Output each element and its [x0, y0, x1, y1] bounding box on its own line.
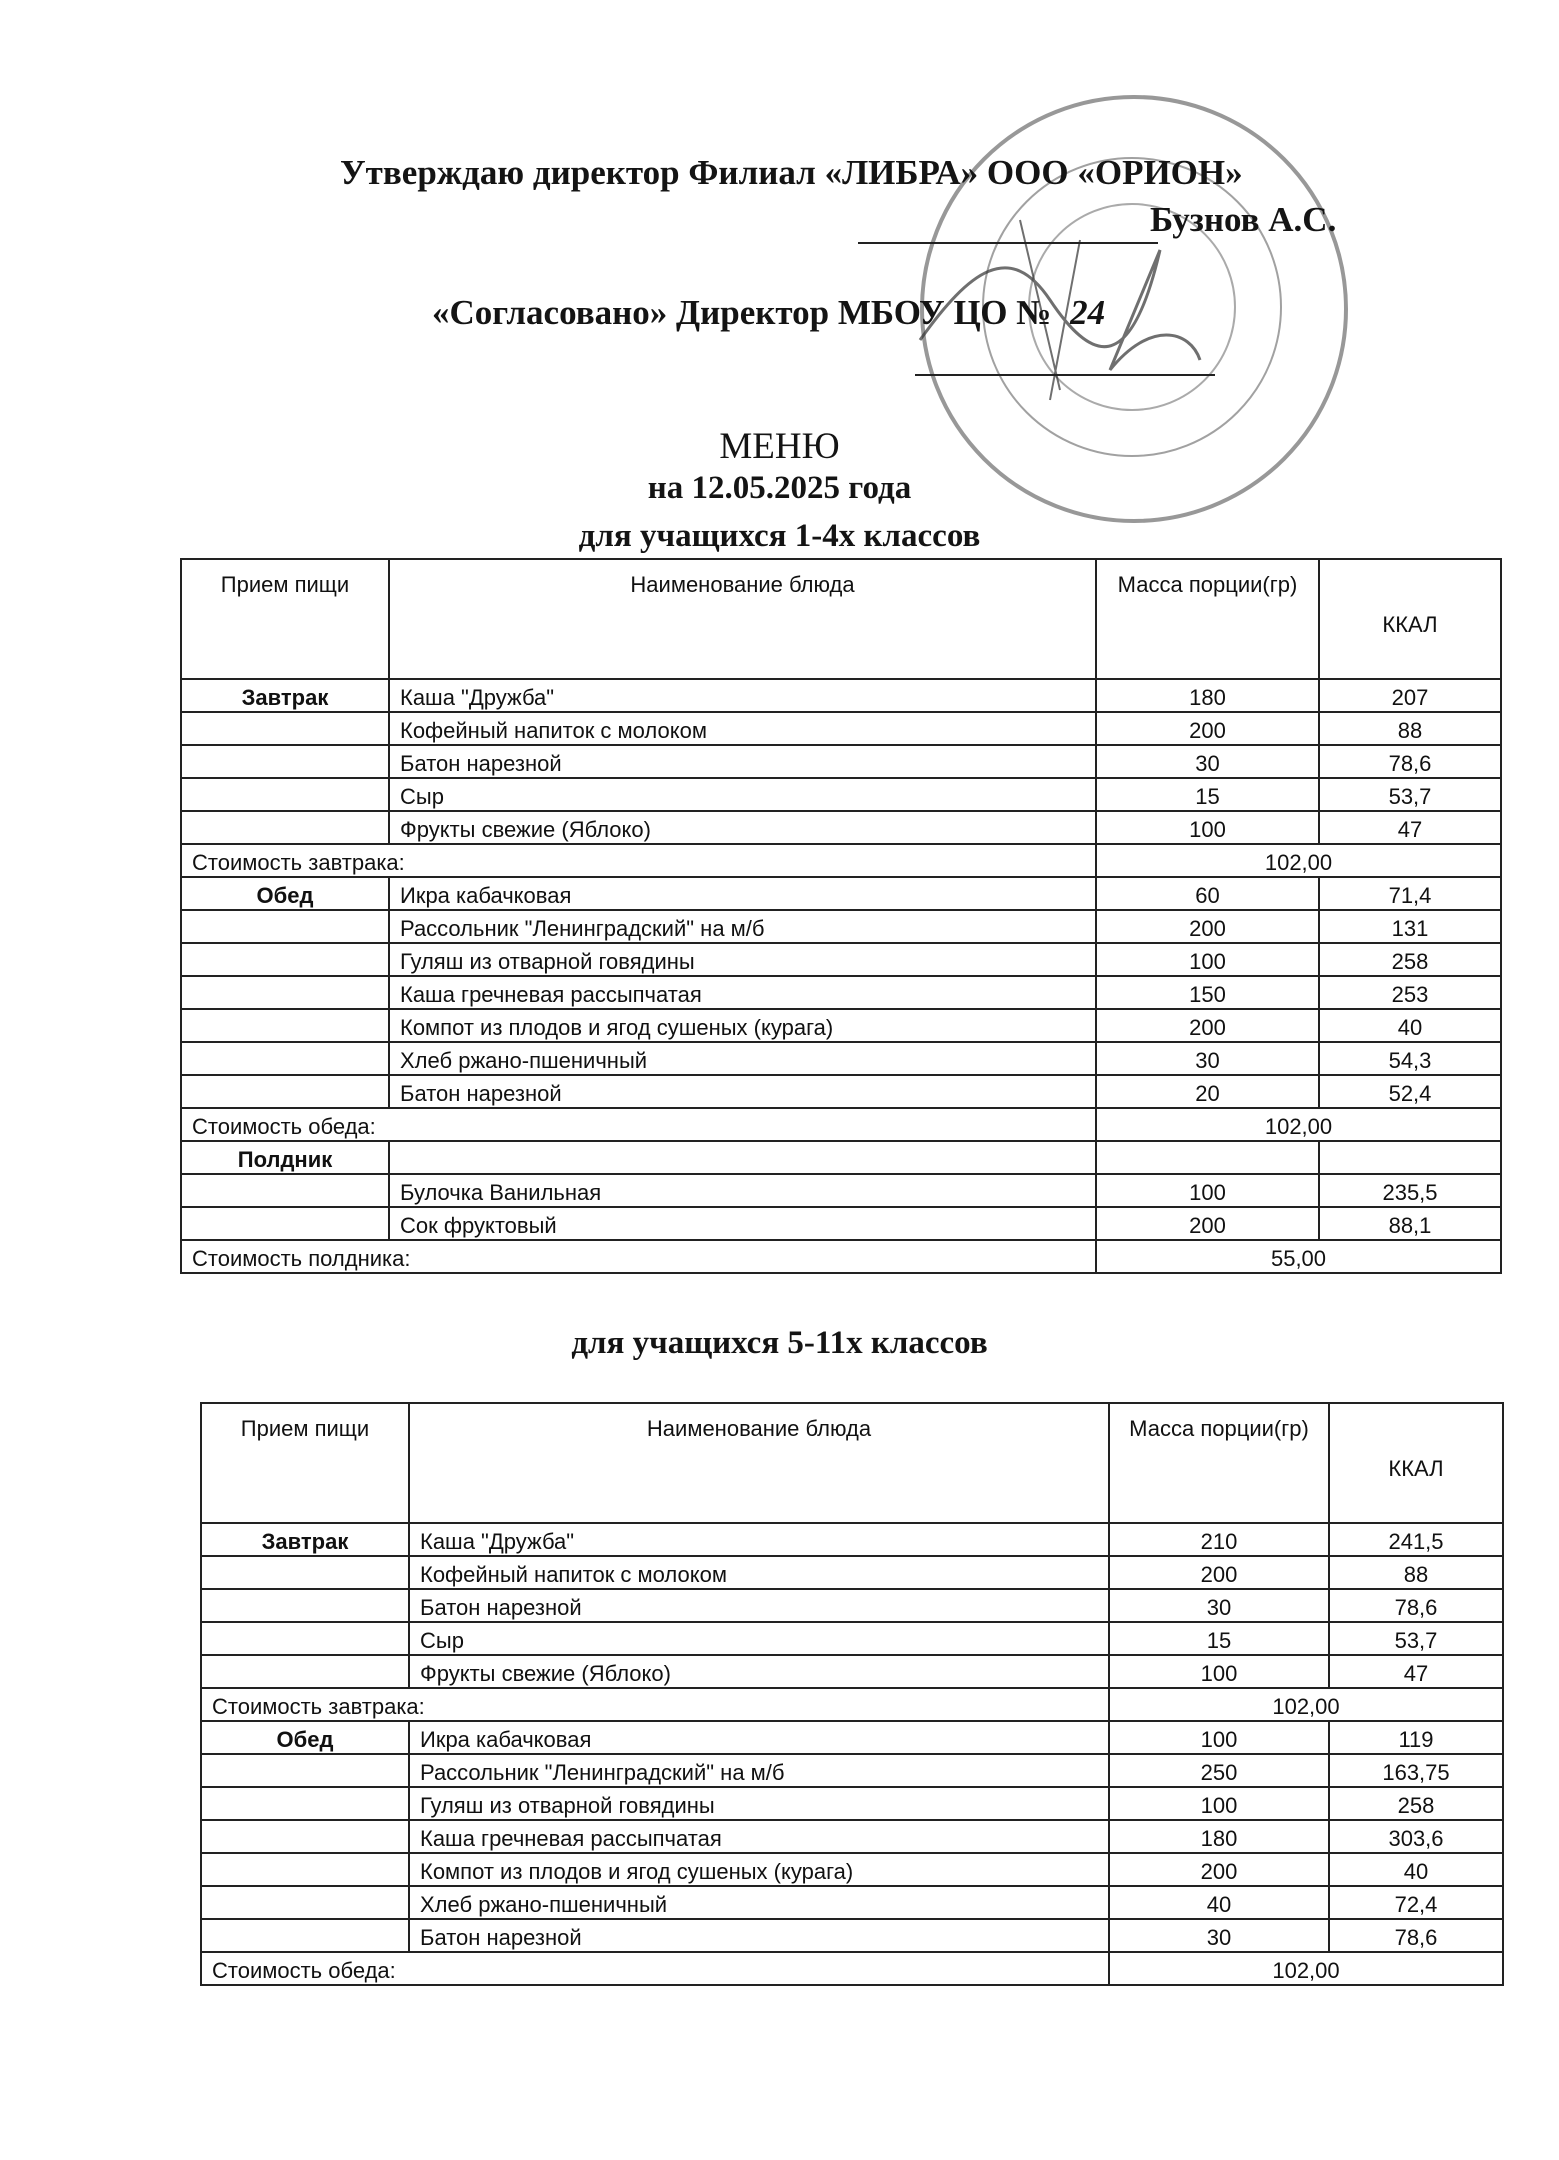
agreed-number: 24 [1070, 293, 1106, 332]
cost-value: 102,00 [1109, 1688, 1503, 1721]
table-row: Завтрак Каша "Дружба" 180 207 [181, 679, 1501, 712]
cost-row [181, 1108, 1501, 1141]
meal-lunch: Обед [201, 1721, 409, 1754]
approver-signature-line [858, 242, 1158, 244]
meal-breakfast: Завтрак [181, 679, 389, 712]
table-row: Кофейный напиток с молоком 200 88 [201, 1556, 1503, 1589]
meal-breakfast: Завтрак [201, 1523, 409, 1556]
table-row: Каша гречневая рассыпчатая 150 253 [181, 976, 1501, 1009]
group2-title: для учащихся 5-11х классов [571, 1325, 988, 1361]
table-row: Булочка Ванильная 100 235,5 [181, 1174, 1501, 1207]
table-row: Гуляш из отварной говядины 100 258 [201, 1787, 1503, 1820]
cost-value: 102,00 [1096, 1108, 1501, 1141]
table-row: Сок фруктовый 200 88,1 [181, 1207, 1501, 1240]
cost-label: Стоимость обеда: [201, 1952, 1109, 1985]
table-row: Каша гречневая рассыпчатая 180 303,6 [201, 1820, 1503, 1853]
col-meal: Прием пищи [201, 1403, 409, 1523]
table-row: Обед Икра кабачковая 60 71,4 [181, 877, 1501, 910]
cost-row [201, 1688, 1503, 1721]
cost-value: 102,00 [1109, 1952, 1503, 1985]
meal-snack: Полдник [181, 1141, 389, 1174]
col-mass: Масса порции(гр) [1096, 559, 1319, 679]
table-row: Батон нарезной 20 52,4 [181, 1075, 1501, 1108]
agreed-text: «Согласовано» Директор МБОУ ЦО № [432, 293, 1052, 332]
table-row: Фрукты свежие (Яблоко) 100 47 [201, 1655, 1503, 1688]
table-row: Рассольник "Ленинградский" на м/б 250 163,75 [201, 1754, 1503, 1787]
table-row: Фрукты свежие (Яблоко) 100 47 [181, 811, 1501, 844]
col-kcal: ККАЛ [1329, 1403, 1503, 1523]
table-row: Батон нарезной 30 78,6 [201, 1589, 1503, 1622]
cost-row [181, 1240, 1501, 1273]
cost-value: 102,00 [1096, 844, 1501, 877]
cost-label: Стоимость завтрака: [201, 1688, 1109, 1721]
col-meal: Прием пищи [181, 559, 389, 679]
cost-row [181, 844, 1501, 877]
col-kcal: ККАЛ [1319, 559, 1501, 679]
menu-title: МЕНЮ [719, 426, 840, 467]
table-row: Батон нарезной 30 78,6 [201, 1919, 1503, 1952]
table-row: Хлеб ржано-пшеничный 40 72,4 [201, 1886, 1503, 1919]
approver-name: Бузнов А.С. [1150, 200, 1337, 239]
cost-value: 55,00 [1096, 1240, 1501, 1273]
table-row: Компот из плодов и ягод сушеных (курага) 200 40 [181, 1009, 1501, 1042]
table-row: Гуляш из отварной говядины 100 258 [181, 943, 1501, 976]
cost-row [201, 1952, 1503, 1985]
table-row: Кофейный напиток с молоком 200 88 [181, 712, 1501, 745]
table-row: Сыр 15 53,7 [181, 778, 1501, 811]
table-header-row [181, 559, 1501, 679]
table-row: Завтрак Каша "Дружба" 210 241,5 [201, 1523, 1503, 1556]
meal-lunch: Обед [181, 877, 389, 910]
table-header-row [201, 1403, 1503, 1523]
table-row: Компот из плодов и ягод сушеных (курага) 200 40 [201, 1853, 1503, 1886]
table-row: Хлеб ржано-пшеничный 30 54,3 [181, 1042, 1501, 1075]
cost-label: Стоимость завтрака: [181, 844, 1096, 877]
cost-label: Стоимость обеда: [181, 1108, 1096, 1141]
table-row [181, 1141, 1501, 1174]
menu-table-grades-5-11 [200, 1402, 1504, 1986]
table-row: Обед Икра кабачковая 100 119 [201, 1721, 1503, 1754]
col-dish: Наименование блюда [389, 559, 1096, 679]
col-dish: Наименование блюда [409, 1403, 1109, 1523]
approval-line: Утверждаю директор Филиал «ЛИБРА» ООО «ОРИОН» [340, 153, 1243, 192]
director-signature-line [915, 374, 1215, 376]
group1-title: для учащихся 1-4х классов [578, 518, 981, 554]
table-row: Рассольник "Ленинградский" на м/б 200 131 [181, 910, 1501, 943]
agreed-line [432, 293, 1105, 333]
col-mass: Масса порции(гр) [1109, 1403, 1329, 1523]
menu-table-grades-1-4 [180, 558, 1502, 1274]
menu-date: на 12.05.2025 года [647, 470, 912, 506]
table-row: Сыр 15 53,7 [201, 1622, 1503, 1655]
table-row: Батон нарезной 30 78,6 [181, 745, 1501, 778]
cost-label: Стоимость полдника: [181, 1240, 1096, 1273]
